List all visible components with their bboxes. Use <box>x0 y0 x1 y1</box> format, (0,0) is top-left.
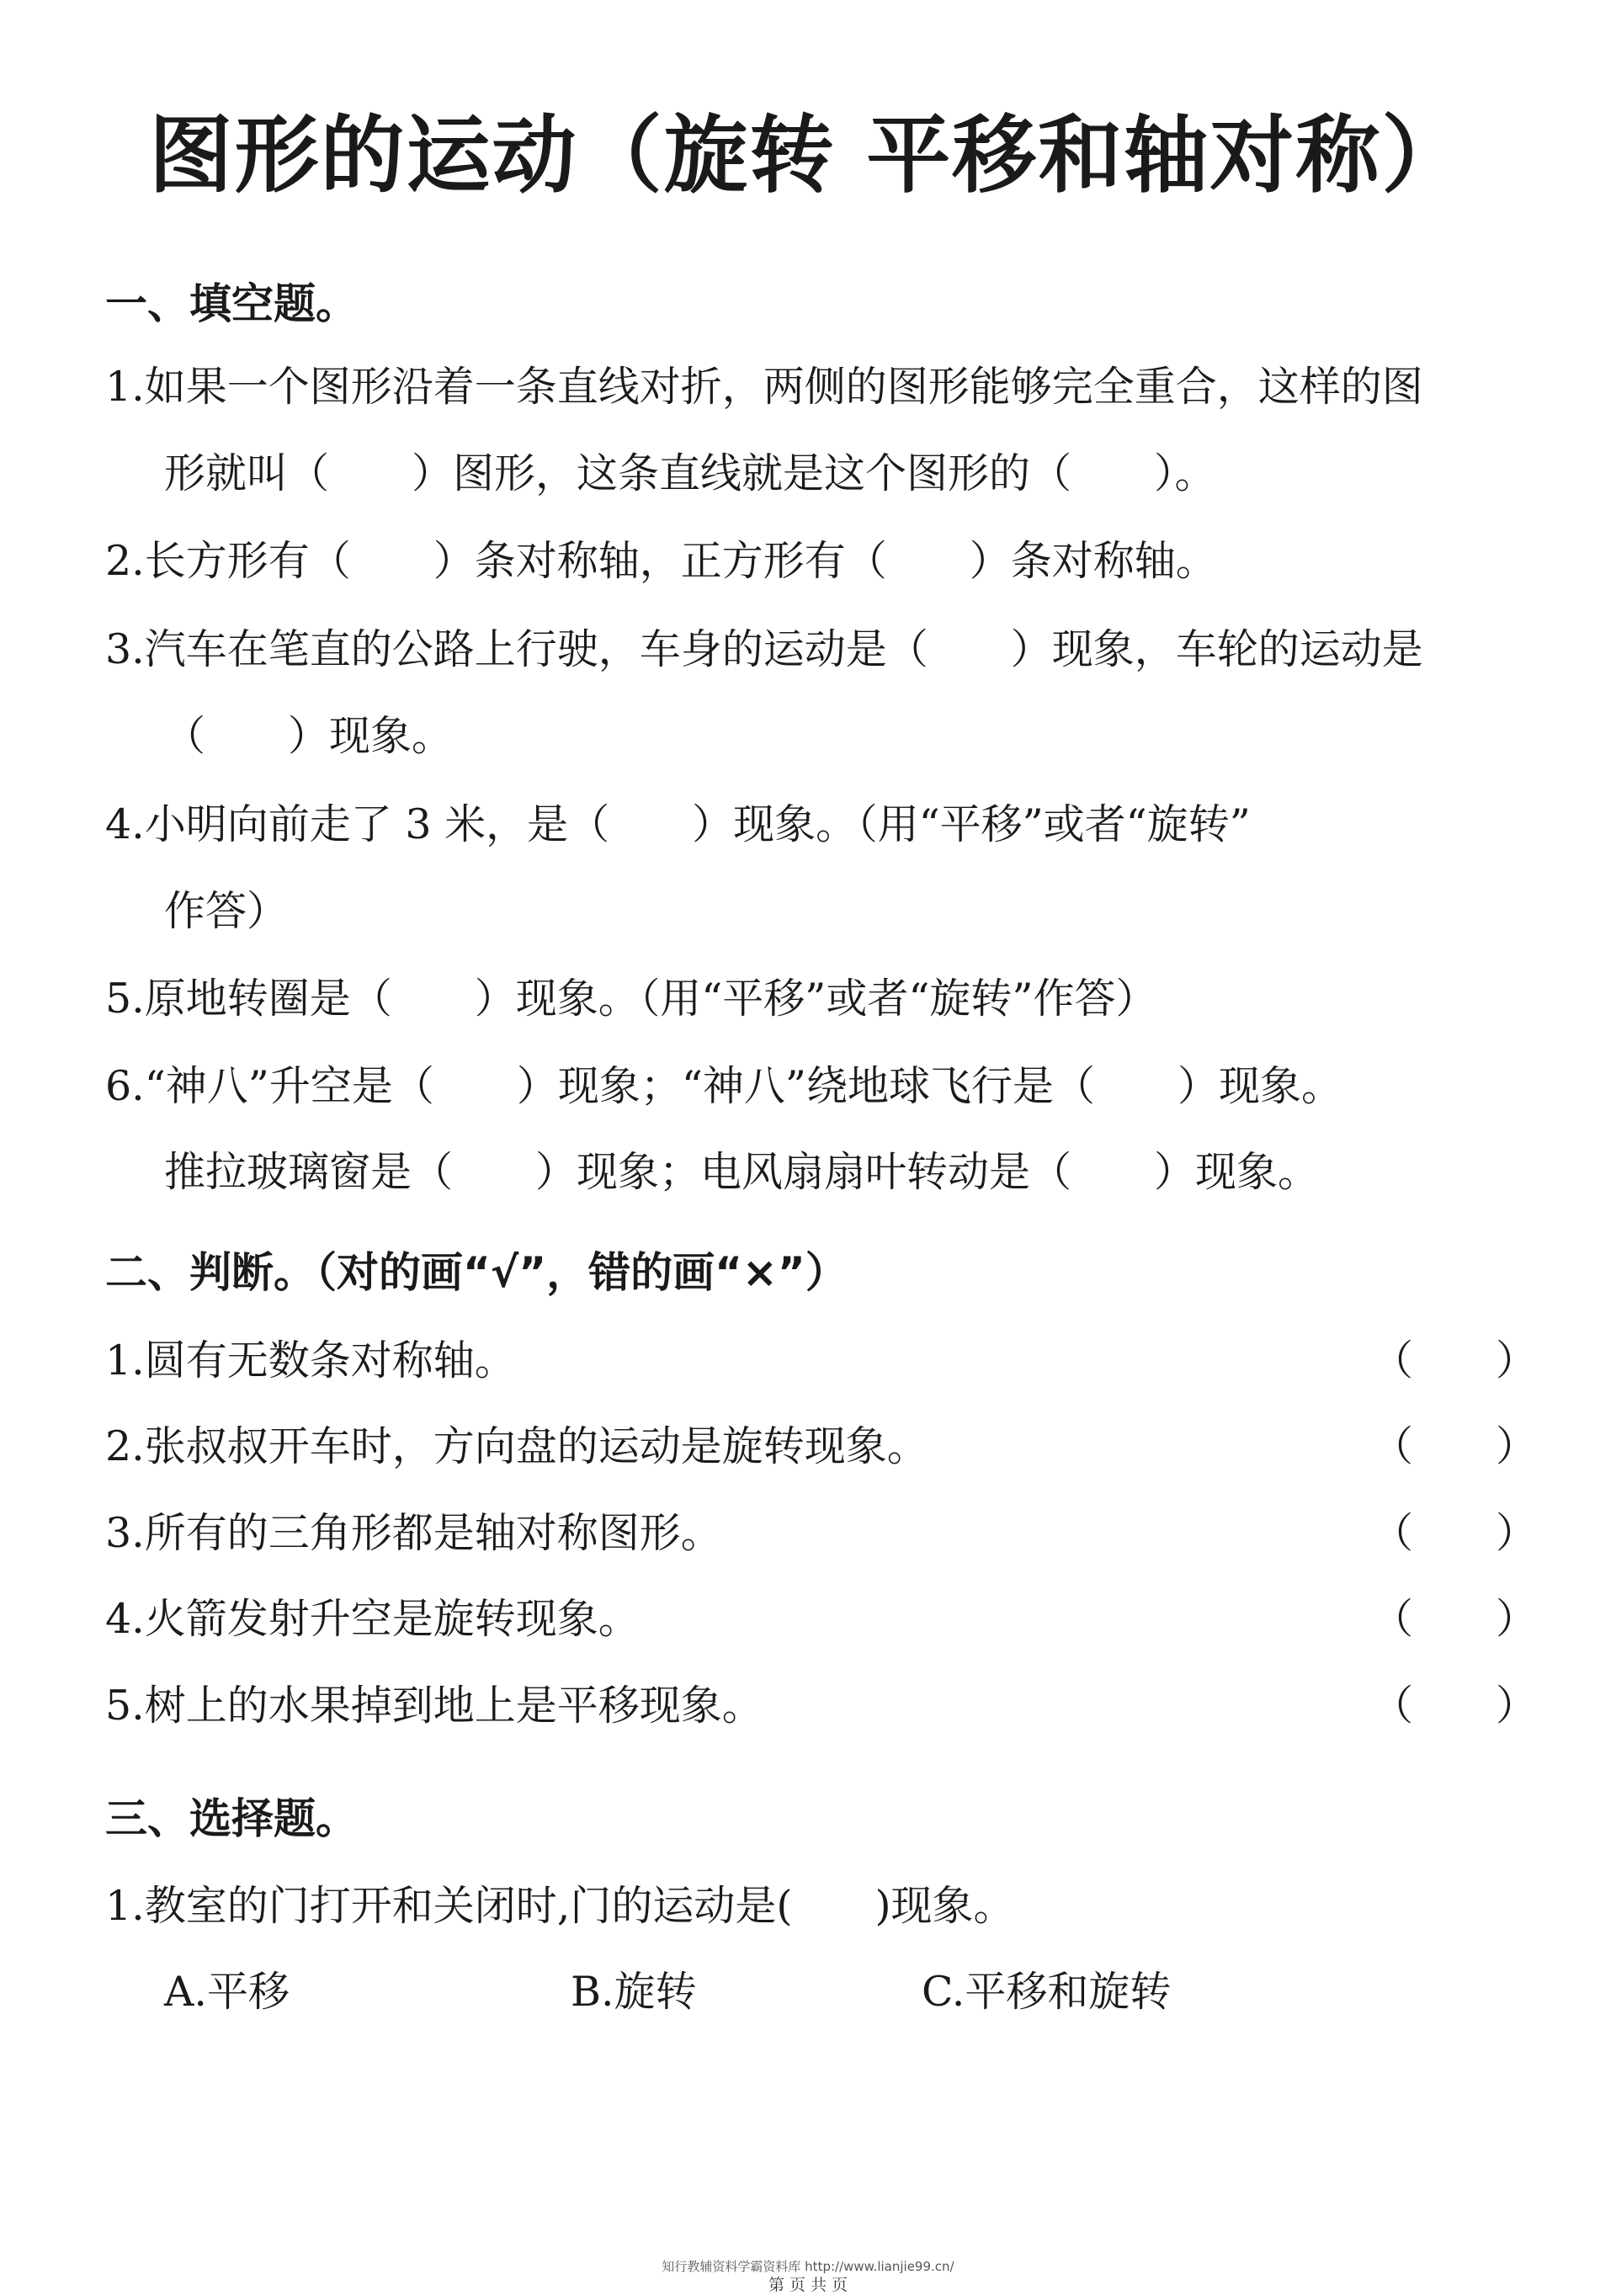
question-1-line-2: 形就叫（ ）图形，这条直线就是这个图形的（ ）。 <box>164 449 1216 497</box>
judge-answer-blank-3[interactable]: （ ） <box>1372 1509 1538 1557</box>
question-6-line-1: 6.“神八”升空是（ ）现象；“神八”绕地球飞行是（ ）现象。 <box>105 1062 1342 1110</box>
judge-item-2: 2.张叔叔开车时，方向盘的运动是旋转现象。 <box>105 1422 928 1470</box>
choice-option-b[interactable]: B.旋转 <box>571 1968 697 2016</box>
footer-page-number: 第 页 共 页 <box>768 2276 848 2294</box>
question-4-line-2: 作答） <box>164 887 289 935</box>
page-title: 图形的运动（旋转 平移和轴对称） <box>148 106 1468 205</box>
section-heading-multiple-choice: 三、选择题。 <box>105 1794 358 1843</box>
judge-answer-blank-2[interactable]: （ ） <box>1372 1422 1538 1470</box>
question-6-line-2: 推拉玻璃窗是（ ）现象；电风扇扇叶转动是（ ）现象。 <box>164 1148 1320 1196</box>
judge-item-5: 5.树上的水果掉到地上是平移现象。 <box>105 1682 763 1730</box>
section-heading-true-false: 二、判断。（对的画“√”，错的画“×”） <box>105 1248 848 1297</box>
judge-item-3: 3.所有的三角形都是轴对称图形。 <box>105 1509 722 1557</box>
footer-source: 知行教辅资料学霸资料库 http://www.lianjie99.cn/ <box>662 2259 954 2274</box>
question-2: 2.长方形有（ ）条对称轴，正方形有（ ）条对称轴。 <box>105 537 1217 585</box>
choice-option-a[interactable]: A.平移 <box>164 1968 290 2016</box>
choice-option-c[interactable]: C.平移和旋转 <box>922 1968 1172 2016</box>
choice-question-1: 1.教室的门打开和关闭时,门的运动是( )现象。 <box>105 1882 1015 1930</box>
question-3-line-1: 3.汽车在笔直的公路上行驶，车身的运动是（ ）现象，车轮的运动是 <box>105 625 1423 673</box>
section-heading-fill-in: 一、填空题。 <box>105 279 358 328</box>
question-1-line-1: 1.如果一个图形沿着一条直线对折，两侧的图形能够完全重合，这样的图 <box>105 363 1423 411</box>
judge-answer-blank-4[interactable]: （ ） <box>1372 1595 1538 1643</box>
judge-item-4: 4.火箭发射升空是旋转现象。 <box>105 1595 640 1643</box>
judge-answer-blank-5[interactable]: （ ） <box>1372 1682 1538 1730</box>
question-3-line-2: （ ）现象。 <box>164 712 454 760</box>
judge-answer-blank-1[interactable]: （ ） <box>1372 1337 1538 1385</box>
judge-item-1: 1.圆有无数条对称轴。 <box>105 1337 516 1385</box>
question-5: 5.原地转圈是（ ）现象。（用“平移”或者“旋转”作答） <box>105 975 1157 1023</box>
question-4-line-1: 4.小明向前走了 3 米，是（ ）现象。（用“平移”或者“旋转” <box>105 800 1251 848</box>
